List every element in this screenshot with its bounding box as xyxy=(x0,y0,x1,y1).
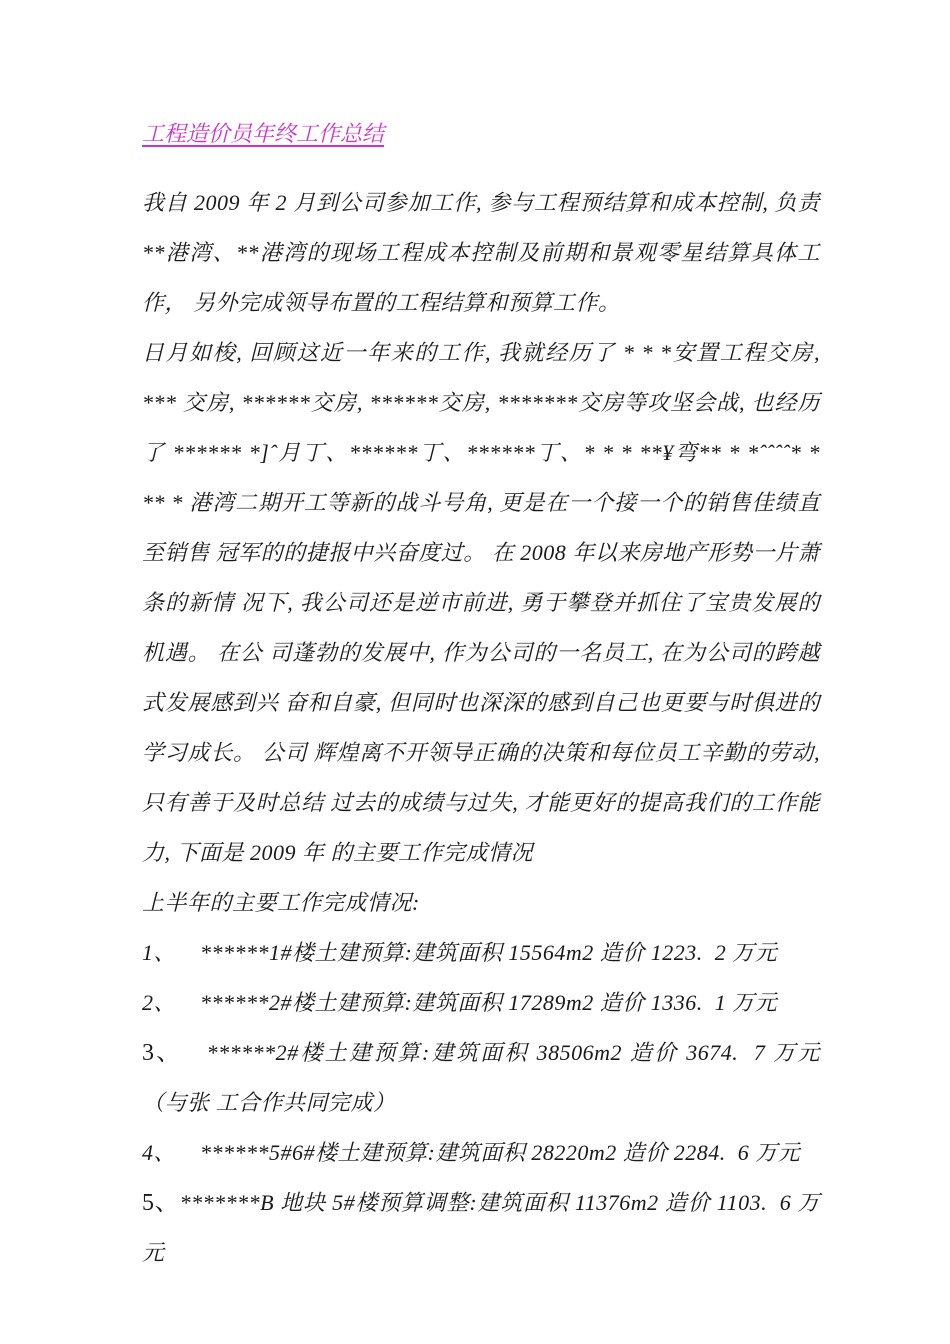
document-title: 工程造价员年终工作总结 xyxy=(142,121,385,146)
list-item-5 xyxy=(142,1178,820,1278)
list-item-2 xyxy=(142,978,820,1028)
list-item-5-number: 5、 xyxy=(142,1190,180,1216)
list-item-3-text: ******2#楼土建预算:建筑面积 38506m2 造价 3674. 7 万元（与张 工合作共同完成） xyxy=(142,1040,821,1115)
list-item-1-number: 1、 xyxy=(142,940,177,965)
list-item-2-number: 2、 xyxy=(142,990,177,1015)
list-item-4-number: 4、 xyxy=(142,1140,177,1165)
list-item-1-text: ******1#楼土建预算:建筑面积 15564m2 造价 1223. 2 万元 xyxy=(200,940,778,965)
list-heading: 上半年的主要工作完成情况: xyxy=(142,890,420,915)
list-item-4 xyxy=(142,1128,820,1178)
list-item-3-number: 3、 xyxy=(142,1040,183,1066)
paragraph-year-review: 日月如梭, 回顾这近一年来的工作, 我就经历了 * * *安置工程交房, *** 交房, ******交房, ******交房, *******交房等攻坚会战, 也经历了 ****** *]ˆ月丁、******丁、******丁、* * * **¥弯** * *ˆˆˆˆ* * ** * 港湾二期开工等新的战斗号角, 更是在一个接一个的销售佳绩直至销售 冠军的的捷报中兴奋度过。 在 2008 年以来房地产形势一片萧条的新情 况下, 我公司还是逆市前进, 勇于攀登并抓住了宝贵发展的机遇。 在公 司蓬勃的发展中, 作为公司的一名员工, 在为公司的跨越式发展感到兴 奋和自豪, 但同时也深深的感到自己也更要与时俱进的学习成长。 公司 辉煌离不开领导正确的决策和每位员工辛勤的劳动, 只有善于及时总结 过去的成绩与过失, 才能更好的提高我们的工作能力, 下面是 2009 年 的主要工作完成情况 xyxy=(142,340,820,865)
paragraph-intro: 我自 2009 年 2 月到公司参加工作, 参与工程预结算和成本控制, 负责 **港湾、**港湾的现场工程成本控制及前期和景观零星结算具体工作， 另外完成领导布置的工程结算和预算工作。 xyxy=(142,190,820,315)
list-item-1 xyxy=(142,928,820,978)
list-item-2-text: ******2#楼土建预算:建筑面积 17289m2 造价 1336. 1 万元 xyxy=(200,990,778,1015)
list-item-5-text: *******B 地块 5#楼预算调整:建筑面积 11376m2 造价 1103. 6 万元 xyxy=(142,1190,821,1265)
list-item-4-text: ******5#6#楼土建预算:建筑面积 28220m2 造价 2284. 6 万元 xyxy=(200,1140,801,1165)
list-item-3 xyxy=(142,1028,820,1128)
